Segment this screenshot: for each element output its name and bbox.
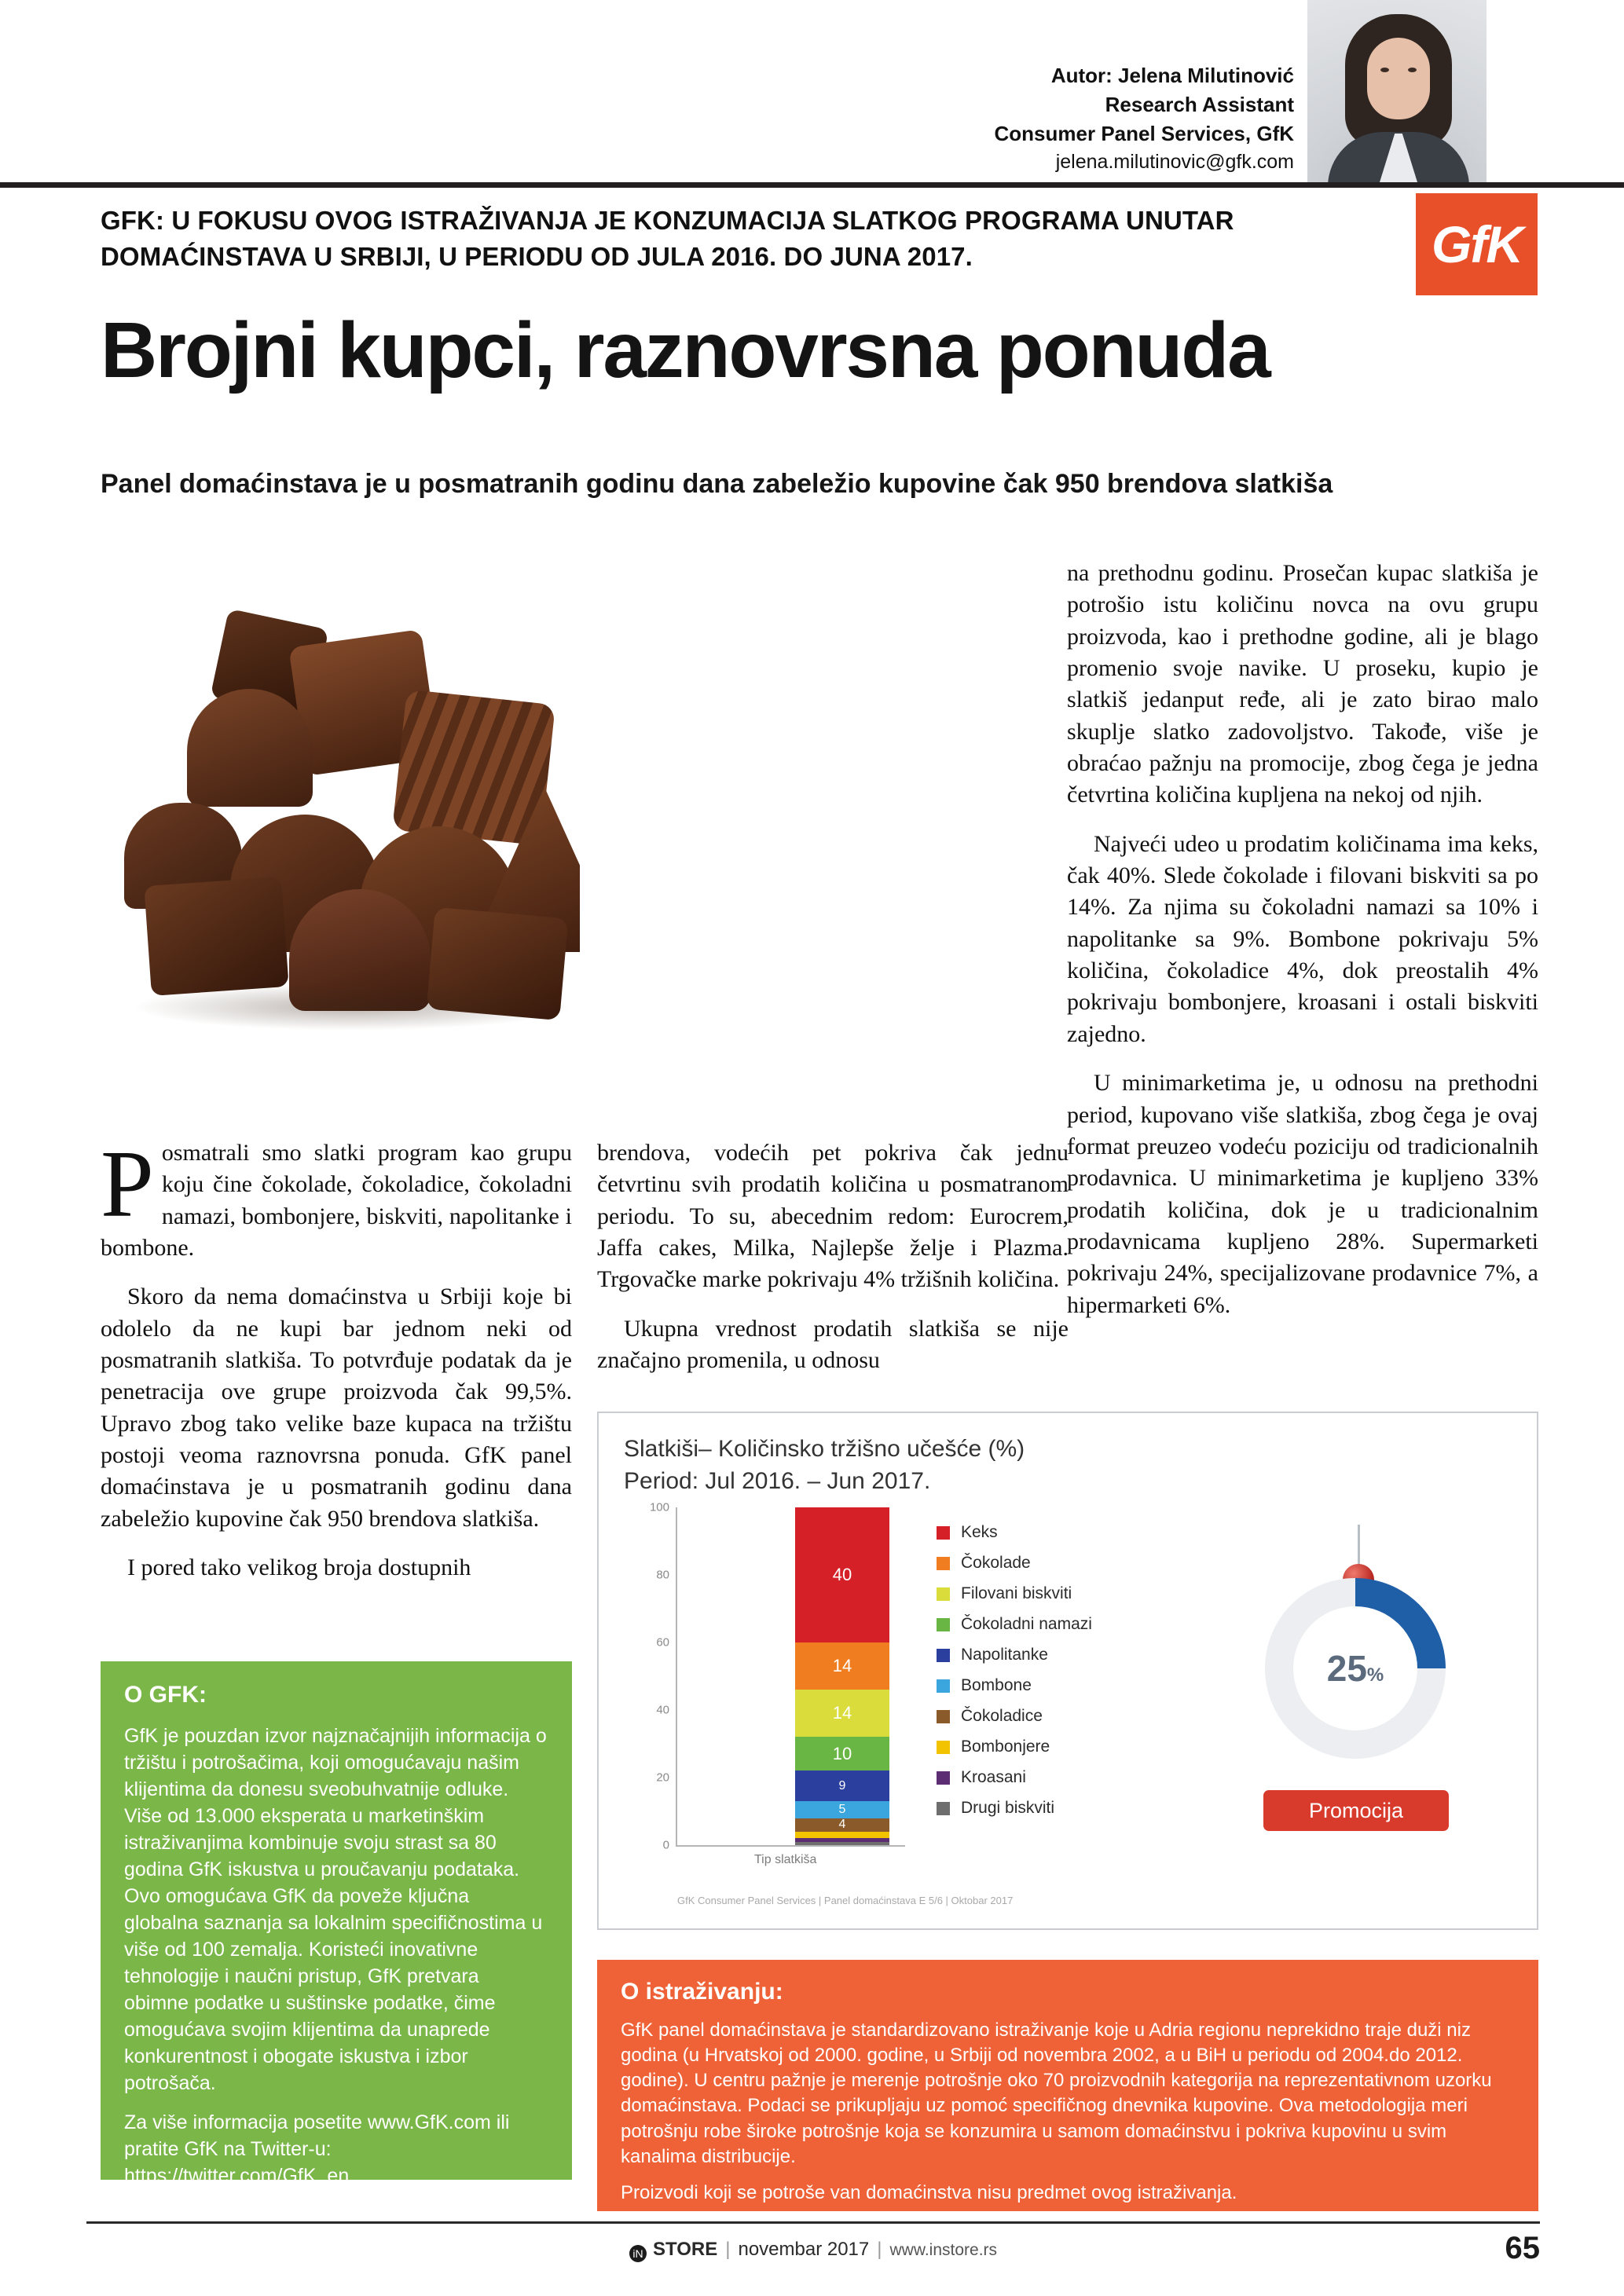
donut-center-value: [1293, 1606, 1417, 1730]
bar-segment-bombone: 5: [795, 1801, 889, 1818]
footer-url: www.instore.rs: [889, 2241, 998, 2259]
author-role: Research Assistant: [1105, 92, 1294, 116]
legend-label: Filovani biskviti: [961, 1584, 1072, 1602]
paragraph: brendova, vodećih pet pokriva čak jednu četvrtinu svih prodatih količina u posmatranom periodu. To su, abecednim redom: Eurocrem, Jaffa cakes, Milka, Najlepše želje i Plazma. Trgovačke marke pokrivaju 4% tržišnih količina.: [597, 1140, 1069, 1293]
legend-label: Čokoladice: [961, 1707, 1043, 1725]
y-tick-label: 60: [656, 1635, 669, 1650]
chart-panel: [597, 1412, 1538, 1930]
legend-swatch-icon: [937, 1618, 950, 1631]
bar-segment-cokolade: 14: [795, 1642, 889, 1690]
chart-source-note: GfK Consumer Panel Services | Panel domaćinstava Е 5/6 | Oktobar 2017: [677, 1894, 1014, 1906]
paragraph: Ukupna vrednost prodatih slatkiša se nije značajno promenila, u odnosu: [597, 1315, 1069, 1374]
y-tick-label: 0: [662, 1838, 669, 1852]
legend-item: [937, 1768, 1172, 1787]
legend-label: Čokolade: [961, 1554, 1031, 1572]
footer-issue: novembar 2017: [738, 2239, 870, 2260]
about-research-paragraph: GfK panel domaćinstava je standardizovano istraživanje koje u Adria regionu neprekidno traje duži niz godina (u Hrvatskoj od 2000. godine, u Srbiji od novembra 2002, a u BiH u periodu od 2004.do 2012. godine). U centru pažnje je merenje potrošnje oko 70 proizvodnih kategorija na reprezentativnom uzorku domaćinstava. Podaci se prikupljaju uz pomoć specifičnog dnevnika kupovine. Ova metodologija meri potrošnju robe široke potrošnje koja se konzumira u samom domaćinstvu i pokriva kupovinu u svim kanalima distribucije.: [621, 2020, 1492, 2167]
paragraph: Najveći udeo u prodatim količinama ima keks, čak 40%. Slede čokolade i filovani biskviti sa po 14%. Za njima su čokoladni namazi sa 10% i napolitanke sa 9%. Bombone pokrivaju 5% količina, čokoladice 4%, dok preostalih 4% pokrivaju bombonjere, kroasani i ostali biskviti zajedno.: [1067, 830, 1538, 1047]
legend-label: Keks: [961, 1523, 998, 1541]
page-subtitle: Panel domaćinstava je u posmatranih godinu dana zabeležio kupovine čak 950 brendova slatkiša: [101, 469, 1333, 499]
about-gfk-contact: Za više informacija posetite www.GfK.com ili pratite GfK na Twitter-u: https://twitter.com/GfK_en: [124, 2111, 510, 2187]
promotion-label: Promocija: [1308, 1798, 1404, 1822]
bar-segment-cokoladni-namazi: 10: [795, 1737, 889, 1771]
body-column-3: [1067, 558, 1538, 1321]
legend-item: [937, 1523, 1172, 1542]
body-column-2: [597, 1137, 1069, 1376]
legend-swatch-icon: [937, 1587, 950, 1601]
bar-segment-bombonjere: [795, 1832, 889, 1839]
portrait-face: [1367, 38, 1430, 119]
footer-separator: |: [725, 2239, 731, 2260]
promotion-label-pill: [1263, 1790, 1449, 1831]
legend-item: [937, 1554, 1172, 1573]
legend-item: [937, 1615, 1172, 1634]
stacked-bar: [795, 1507, 889, 1845]
page-footer: [86, 2231, 1540, 2281]
legend-label: Bombone: [961, 1676, 1032, 1694]
header-divider: [0, 182, 1624, 188]
bar-segment-cokoladice: 4: [795, 1818, 889, 1832]
about-research-box: [597, 1960, 1538, 2211]
instore-logo-icon: iN: [629, 2245, 647, 2262]
page-title: Brojni kupci, raznovrsna ponuda: [101, 306, 1270, 394]
body-column-1: [101, 1131, 572, 1584]
legend-swatch-icon: [937, 1802, 950, 1815]
kicker-text: GFK: U FOKUSU OVOG ISTRAŽIVANJA JE KONZUMACIJA SLATKOG PROGRAMA UNUTAR DOMAĆINSTAVA U SRBIJI, U PERIODU OD JULA 2016. DO JUNA 2017.: [101, 206, 1234, 271]
y-tick-label: 80: [656, 1568, 669, 1582]
author-unit: Consumer Panel Services, GfK: [994, 121, 1294, 145]
gfk-logo: [1416, 193, 1538, 295]
legend-item: [937, 1738, 1172, 1756]
author-email: jelena.milutinovic@gfk.com: [1055, 150, 1294, 173]
legend-item: [937, 1646, 1172, 1664]
chart-subtitle: Period: Jul 2016. – Jun 2017.: [624, 1467, 931, 1494]
chocolate-piece: [144, 877, 288, 996]
gfk-logo-text: GfK: [1432, 215, 1522, 273]
hero-image-chocolates: [101, 544, 580, 1109]
portrait-eye-left: [1380, 68, 1389, 72]
paragraph: I pored tako velikog broja dostupnih: [127, 1554, 471, 1581]
promotion-donut-widget: [1218, 1531, 1501, 1861]
paragraph: U minimarketima je, u odnosu na prethodni period, kupovano više slatkiša, zbog čega je ovaj format preuzeo vodeću poziciju od tradicionalnih prodavnica. U minimarketima je kupljeno 33% prodatih količina, dok je u tradicionalnim prodavnicama kupljeno 28%. Supermarketi pokrivaju 24%, specijalizovane prodavnice 7%, a hipermarketi 6%.: [1067, 1070, 1538, 1318]
legend-label: Drugi biskviti: [961, 1799, 1055, 1817]
legend-label: Bombonjere: [961, 1738, 1050, 1756]
about-gfk-paragraph: GfK je pouzdan izvor najznačajnijih informacija o tržištu i potrošačima, koji omogućavaju našim klijentima da donesu sveobuhvatnije odluke. Više od 13.000 eksperata u marketinškim istraživanjima kombinuje svoju strast sa 80 godina GfK iskustva u proučavanju podataka. Ovo omogućava GfK da poveže ključna globalna saznanja sa lokalnim specifičnostima u više od 100 zemalja. Koristeći inovativne tehnologije i naučni pristup, GfK pretvara obimne podatke u suštinske podatke, čime omogućava svojim klijentima da unaprede konkurentnost i obogate iskustva i izbor potrošača.: [124, 1725, 547, 2094]
image-shadow: [132, 983, 572, 1031]
legend-label: Kroasani: [961, 1768, 1026, 1786]
ornament-string: [1358, 1525, 1360, 1569]
legend-swatch-icon: [937, 1741, 950, 1754]
chart-plot-area: [677, 1507, 889, 1845]
bar-segment-filovani-biskviti: 14: [795, 1690, 889, 1737]
chart-x-axis-label: Tip slatkiša: [754, 1853, 817, 1866]
chocolate-piece: [187, 689, 313, 807]
bar-segment-drugi-biskviti: [795, 1842, 889, 1845]
page-number: 65: [1505, 2231, 1540, 2265]
chart-y-axis: [646, 1500, 674, 1852]
legend-swatch-icon: [937, 1557, 950, 1570]
chart-legend: [937, 1523, 1172, 1829]
about-gfk-box: [101, 1661, 572, 2187]
legend-item: [937, 1799, 1172, 1818]
bar-segment-napolitanke: 9: [795, 1771, 889, 1801]
y-tick-label: 100: [649, 1500, 669, 1514]
legend-label: Čokoladni namazi: [961, 1615, 1092, 1633]
drop-cap: P: [101, 1131, 154, 1237]
paragraph: [101, 1131, 572, 1264]
footer-separator: |: [877, 2239, 882, 2260]
paragraph-text: osmatrali smo slatki program kao grupu koju čine čokolade, čokoladice, čokoladni namazi, bombonjere, biskviti, napolitanke i bombone.: [101, 1140, 572, 1262]
author-name: Autor: Jelena Milutinović: [1050, 64, 1294, 87]
legend-item: [937, 1707, 1172, 1726]
chart-title: [624, 1434, 1025, 1497]
paragraph: Skoro da nema domaćinstva u Srbiji koje bi odolelo da ne kupi bar jednom neki od posmatranih slatkiša. To potvrđuje podatak da je penetracija ove grupe proizvoda čak 99,5%. Upravo zbog tako velike baze kupaca na tržištu postoji veoma raznovrsna ponuda. GfK panel domaćinstava je u posmatranih godinu dana zabeležio kupovine čak 950 brendova slatkiša.: [101, 1283, 572, 1532]
paragraph: na prethodnu godinu. Prosečan kupac slatkiša je potrošio istu količinu novca na ovu grupu proizvoda, kao i prethodne godine, ali je blago promenio svoje navike. U proseku, kupio je slatkiš jedanput ređe, ali je zato birao malo skuplje slatko zadovoljstvo. Takođe, više je obraćao pažnju na promocije, zbog čega je jedna četvrtina količina kupljena na nekoj od njih.: [1067, 560, 1538, 808]
legend-swatch-icon: [937, 1771, 950, 1785]
bar-segment-keks: 40: [795, 1507, 889, 1642]
footer-brand: STORE: [652, 2239, 718, 2260]
legend-swatch-icon: [937, 1679, 950, 1693]
about-research-note: Proizvodi koji se potroše van domaćinstva nisu predmet ovog istraživanja.: [621, 2181, 1237, 2203]
donut-percent-number: 25: [1326, 1648, 1367, 1689]
author-portrait-photo: [1307, 0, 1487, 182]
footer-divider: [86, 2221, 1540, 2224]
author-bar: [0, 0, 1624, 182]
author-credit: [995, 61, 1294, 176]
chart-axis-horizontal: [676, 1845, 905, 1847]
chart-title-line1: Slatkiši– Količinsko tržišno učešće (%): [624, 1436, 1025, 1462]
about-gfk-title: O GFK:: [124, 1682, 207, 1708]
donut-percent: [1327, 1647, 1384, 1690]
legend-item: [937, 1676, 1172, 1695]
y-tick-label: 40: [656, 1703, 669, 1717]
legend-swatch-icon: [937, 1710, 950, 1723]
y-tick-label: 20: [656, 1771, 669, 1785]
footer-center-block: [629, 2239, 997, 2262]
legend-item: [937, 1584, 1172, 1603]
portrait-eye-right: [1408, 68, 1417, 72]
about-research-title: O istraživanju:: [621, 1979, 783, 2005]
legend-swatch-icon: [937, 1649, 950, 1662]
legend-swatch-icon: [937, 1526, 950, 1540]
donut-percent-unit: %: [1366, 1664, 1384, 1686]
legend-label: Napolitanke: [961, 1646, 1048, 1664]
